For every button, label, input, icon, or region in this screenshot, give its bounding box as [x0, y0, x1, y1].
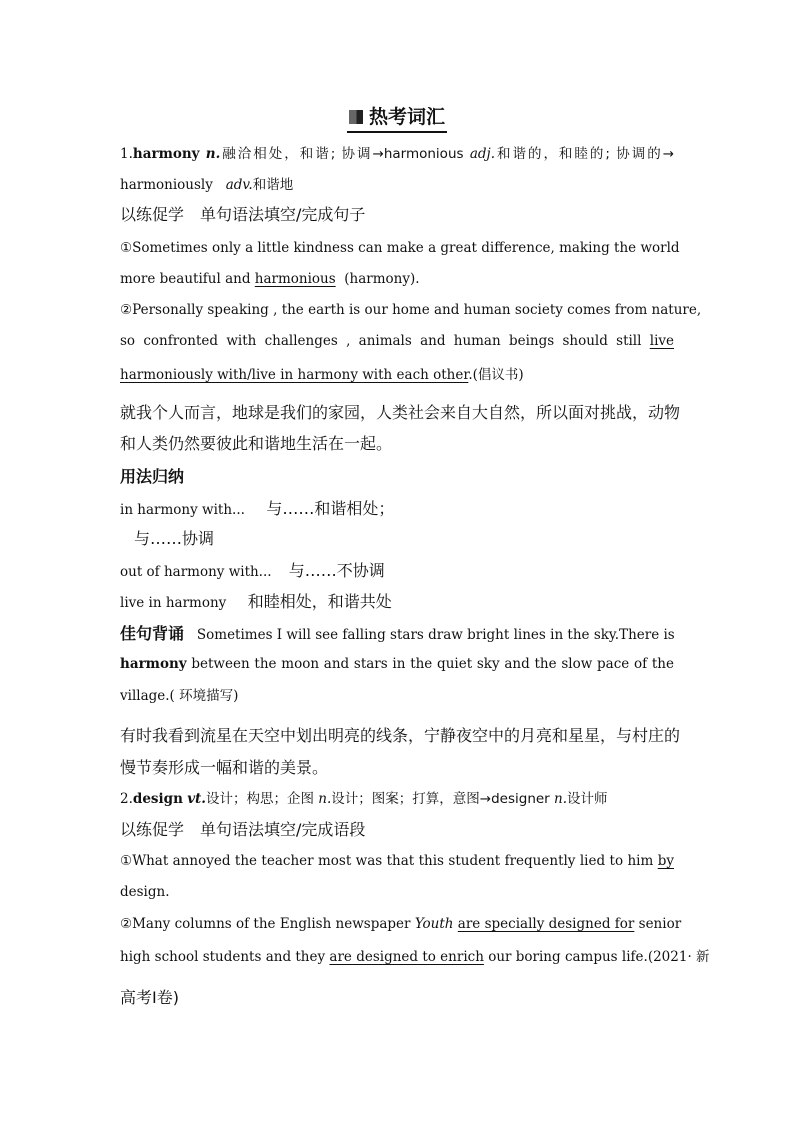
entry2-ex2-line3: 高考Ⅰ卷)	[120, 988, 179, 1007]
section-title-text: 热考词汇	[368, 106, 445, 128]
good-sentence-line3: village.( 环境描写)	[120, 688, 239, 704]
answer-blank: harmoniously with/live in harmony with each other	[120, 367, 469, 383]
entry1-translation-line1: 就我个人而言，地球是我们的家园，人类社会来自大自然，所以面对挑战，动物	[120, 403, 681, 422]
usage-item-1: in harmony with... 与……和谐相处；	[120, 499, 395, 518]
good-translation-line2: 慢节奏形成一幅和谐的美景。	[120, 758, 329, 777]
entry1-ex1-line2: more beautiful and harmonious (harmony).	[120, 271, 420, 287]
usage-label: 用法归纳	[120, 467, 185, 486]
good-translation-line1: 有时我看到流星在天空中划出明亮的线条，宁静夜空中的月亮和星星，与村庄的	[120, 726, 681, 745]
section-title	[347, 104, 447, 133]
answer-blank: are designed to enrich	[329, 949, 484, 965]
section-title-wrap	[0, 104, 794, 133]
usage-item-2: out of harmony with... 与……不协调	[120, 561, 385, 580]
headword-harmony: harmony	[132, 146, 200, 162]
entry1-headline: 1.harmony n.融洽相处，和谐; 协调→harmonious adj.和谐的，和睦的; 协调的→	[120, 146, 675, 162]
entry1-ex1-line1: ①Sometimes only a little kindness can make a great difference, making the world	[120, 240, 680, 256]
entry2-ex2-line2: high school students and they are designed to enrich our boring campus life.(2021· 新	[120, 949, 710, 965]
entry1-translation-line2: 和人类仍然要彼此和谐地生活在一起。	[120, 434, 393, 453]
entry2-ex1-line2: design.	[120, 884, 170, 900]
entry1-practice-label: 以练促学 单句语法填空/完成句子	[120, 205, 366, 224]
usage-item-1b: 与……协调	[134, 529, 215, 548]
entry1-ex2-line1: ②Personally speaking , the earth is our home and human society comes from nature,	[120, 302, 702, 318]
answer-blank: harmonious	[254, 271, 336, 287]
good-sentence-line1: 佳句背诵 Sometimes I will see falling stars draw bright lines in the sky.There is	[120, 624, 675, 643]
answer-blank: live	[649, 333, 675, 349]
entry1-ex2-line2: so confronted with challenges , animals and human beings should still live	[120, 333, 675, 349]
answer-blank: are specially designed for	[457, 916, 635, 932]
answer-blank: by	[657, 853, 674, 869]
good-sentence-label: 佳句背诵	[120, 624, 185, 643]
entry1-ex2-line3: harmoniously with/live in harmony with each other.(倡议书)	[120, 367, 524, 383]
good-sentence-line2: harmony between the moon and stars in the quiet sky and the slow pace of the	[120, 656, 674, 672]
headword-design: design	[132, 791, 183, 807]
entry2-ex2-line1: ②Many columns of the English newspaper Youth are specially designed for senior	[120, 916, 682, 932]
entry2-headline: 2.design vt.设计；构思；企图 n.设计；图案；打算，意图→designer n.设计师	[120, 791, 608, 807]
entry2-practice-label: 以练促学 单句语法填空/完成语段	[120, 820, 366, 839]
entry2-ex1-line1: ①What annoyed the teacher most was that this student frequently lied to him by	[120, 853, 674, 869]
usage-item-3: live in harmony 和睦相处，和谐共处	[120, 592, 392, 611]
title-marker-icon	[349, 110, 363, 124]
entry1-headline-cont: harmoniously adv.和谐地	[120, 177, 294, 193]
